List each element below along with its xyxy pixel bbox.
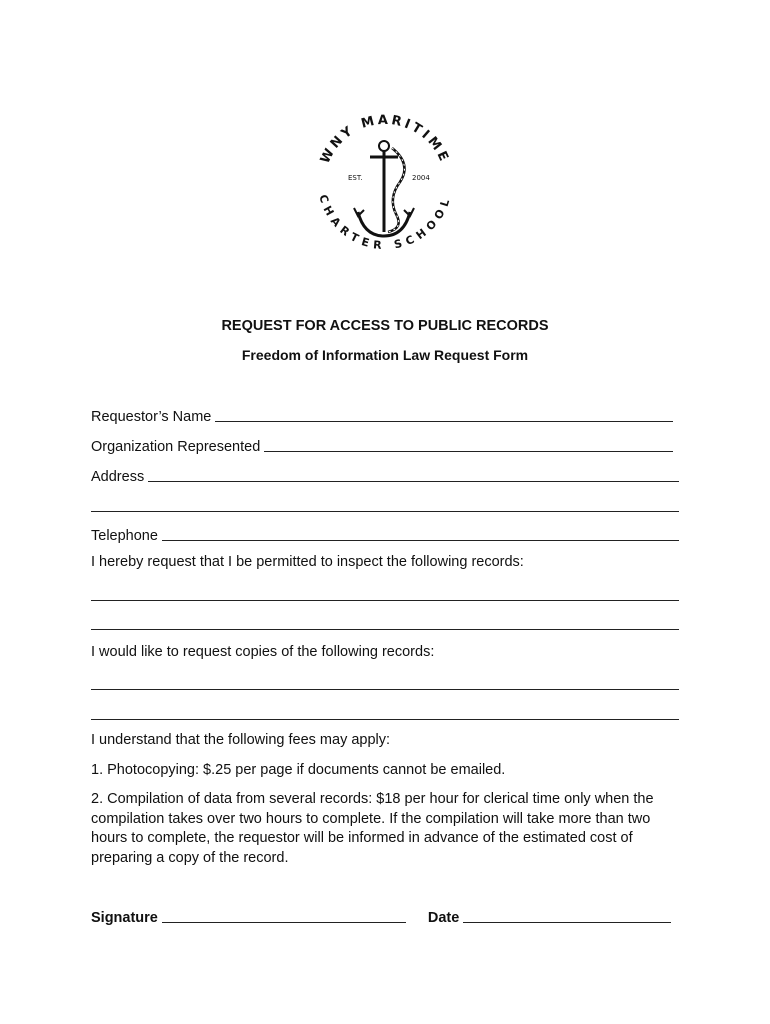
logo-arc-top: WNY MARITIME <box>317 112 453 167</box>
address-field[interactable] <box>148 481 679 482</box>
address-line-2[interactable] <box>91 511 679 512</box>
logo-est-year: 2004 <box>412 174 430 182</box>
organization-label: Organization Represented <box>91 439 261 455</box>
telephone-field[interactable] <box>162 540 679 541</box>
logo-est-label: EST. <box>348 174 363 182</box>
organization-field[interactable] <box>264 451 673 452</box>
address-row <box>91 465 679 485</box>
address-label: Address <box>91 469 145 485</box>
form-title: REQUEST FOR ACCESS TO PUBLIC RECORDS <box>221 318 549 334</box>
form-subtitle: Freedom of Information Law Request Form <box>241 347 529 363</box>
inspect-prompt: I hereby request that I be permitted to inspect the following records: <box>91 554 524 570</box>
logo-arc-bottom: CHARTER SCHOOL <box>316 192 454 253</box>
requestor-name-row <box>91 405 679 425</box>
organization-row <box>91 435 679 455</box>
signature-label: Signature <box>91 910 158 926</box>
date-label: Date <box>427 910 460 926</box>
requestor-name-field[interactable] <box>215 421 673 422</box>
copies-line-1[interactable] <box>91 689 679 690</box>
inspect-line-1[interactable] <box>91 600 679 601</box>
signature-row <box>91 906 681 926</box>
copies-prompt: I would like to request copies of the following records: <box>91 644 435 660</box>
fee-item-photocopying: 1. Photocopying: $.25 per page if documents cannot be emailed. <box>91 762 506 778</box>
telephone-label: Telephone <box>91 528 158 544</box>
school-logo <box>300 104 470 264</box>
fees-intro: I understand that the following fees may apply: <box>91 732 391 748</box>
copies-line-2[interactable] <box>91 719 679 720</box>
requestor-name-label: Requestor’s Name <box>91 409 212 425</box>
inspect-line-2[interactable] <box>91 629 679 630</box>
date-field[interactable] <box>463 922 671 923</box>
signature-field[interactable] <box>162 922 406 923</box>
telephone-row <box>91 524 679 544</box>
fee-item-compilation: 2. Compilation of data from several records: $18 per hour for clerical time only when the compilation takes over two hours to complete. If the compilation will take more than two hours to complete, the requestor will be informed in advance of the estimated cost of preparing a copy of the record. <box>91 791 654 866</box>
anchor-icon <box>354 141 414 236</box>
